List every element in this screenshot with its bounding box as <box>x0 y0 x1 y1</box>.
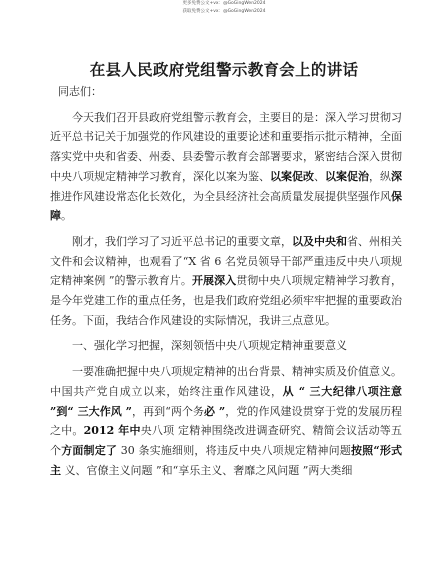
p1-text-a: 今天我们召开县政府党组警示教育会，主要目的是：深入学习贯彻习近平总书记关于加强党的作风建设的重要论述和重要指示批示精神，全面落实党中央和省委、州委、县委警示教育会部署要求，紧密结合深入贯彻中央八项规定精神学习教育，深化以案为鉴、 <box>50 110 402 183</box>
document-title: 在县人民政府党组警示教育会上的讲话 <box>89 61 359 79</box>
p3-bold-4: 方面制定了 <box>61 443 118 457</box>
p1-bold-1: 以案促改 <box>270 169 314 183</box>
p2-text-a: 刚才，我们学习了习近平总书记的重要文章， <box>72 234 292 248</box>
p1-bold-2: 以案促治 <box>325 169 369 183</box>
p3-text-c4: 30 条实施细则，将违反中央八项规定精神问题 <box>117 443 351 457</box>
p1-bold-3: 深 <box>391 169 402 183</box>
p3-text-c1: ，再到“两个务 <box>132 404 205 418</box>
p3-text-a: 一要准确把握中央八项规定精神的出台背景、精神实质及价值意义。 中国共产党自成立以来，始终注重作风建设， <box>50 365 402 398</box>
p1-bold-4: 保障 <box>50 189 402 223</box>
document-body <box>50 82 402 480</box>
paragraph-1 <box>50 108 402 226</box>
p1-text-c3: 推进作风建设常态化长效化，为全县经济社会高质量发展提供坚强作风 <box>50 189 391 203</box>
watermark-line-1: 更多免费公文+vx：@GoGingWen2024 <box>182 1 266 6</box>
p3-bold-3: 2012 年中 <box>83 424 141 438</box>
paragraph-2 <box>50 232 402 331</box>
p2-bold-1: 以及中央和 <box>292 234 347 248</box>
p3-text-c5: 义、官僚主义问题 ”和“享乐主义、奢靡之风问题 ”两大类细 <box>61 463 353 477</box>
p1-text-c2: ，纵 <box>369 169 391 183</box>
p3-bold-2: 必 ” <box>204 404 226 418</box>
watermark-line-2: 获取免费公文+vx：@GoGingWen2024 <box>182 9 266 14</box>
p3-bold-5: 按照“形式主 <box>50 443 403 477</box>
p3-bold-1: 从 “ 三大纪律八项注意 ”到“ 三大作风 ” <box>50 384 402 418</box>
paragraph-3 <box>50 362 402 480</box>
salutation: 同志们： <box>58 85 102 98</box>
p1-text-c1: 、 <box>314 169 325 183</box>
p3-text-c3: 央八项 定精神围绕改进调查研究、精简会议活动等五个 <box>50 424 403 457</box>
p3-text-c2: ，党的作风建设贯穿于党的发展历程之中。 <box>50 404 402 438</box>
p2-text-c2: 贯彻中央八项规定精神学习教育，是今年党建工作的重点任务，也是我们政府党组必须牢牢把握的重要政治任务。下面，我结合作风建设的实际情况，我讲三点意见。 <box>50 274 403 327</box>
section-heading-1: 一、强化学习把握，深刻领悟中央八项规定精神重要意义 <box>72 339 347 353</box>
p2-text-c1: 省、州相关文件和会议精神，也观看了“X 省 6 名党员领导干部严重违反中央八项规定精神案例 ”的警示教育片。 <box>50 234 402 288</box>
p2-bold-2: 开展深入 <box>191 274 237 288</box>
p1-text-c4: 。 <box>61 209 72 223</box>
